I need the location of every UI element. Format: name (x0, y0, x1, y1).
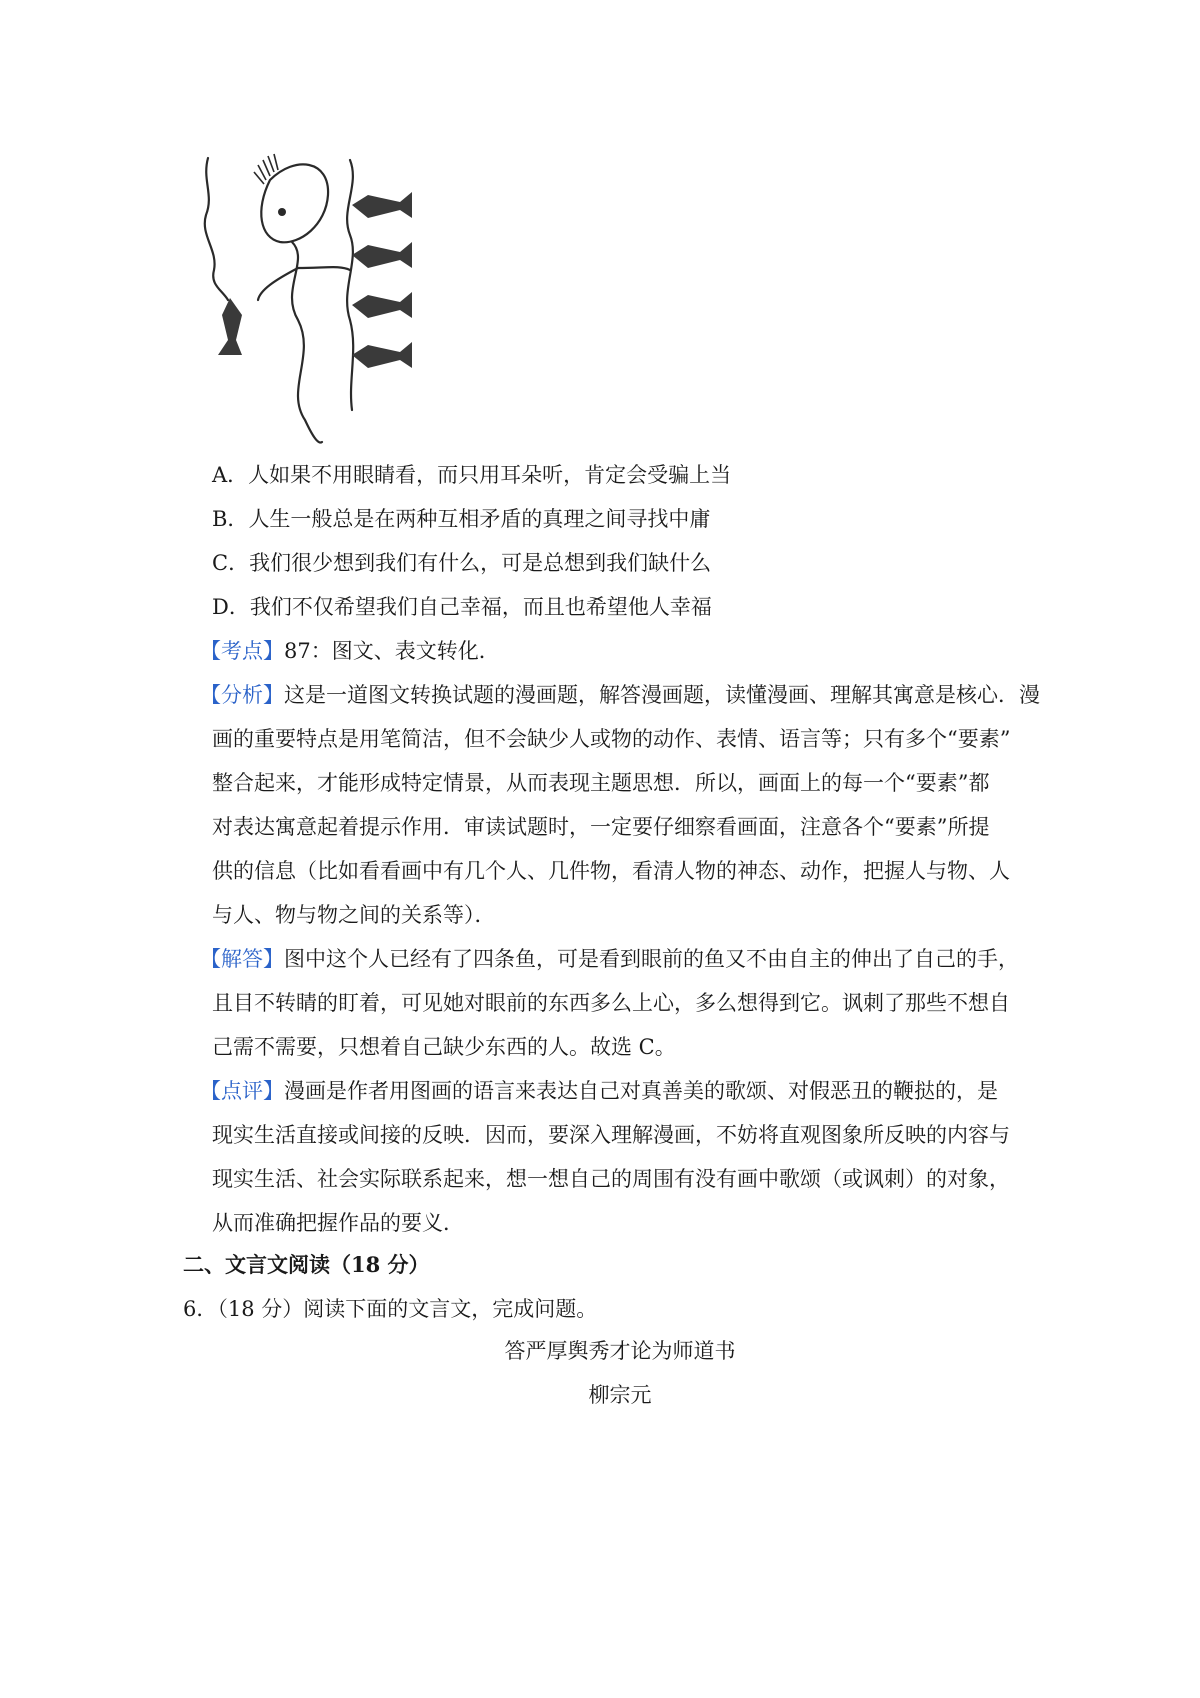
jieda-line-2: 且目不转睛的盯着，可见她对眼前的东西多么上心，多么想得到它。讽刺了那些不想自 (212, 991, 1010, 1015)
fish-group (352, 192, 412, 368)
essay-author: 柳宗元 (588, 1383, 652, 1407)
left-wavy-line (205, 158, 228, 300)
option-b: B．人生一般总是在两种互相矛盾的真理之间寻找中庸 (212, 507, 711, 531)
fenxi-line-6: 与人、物与物之间的关系等）． (212, 903, 496, 927)
fenxi-line-3: 整合起来，才能形成特定情景，从而表现主题思想．所以，画面上的每一个“要素”都 (212, 771, 990, 795)
fenxi-line-2: 画的重要特点是用笔简洁，但不会缺少人或物的动作、表情、语言等；只有多个“要素” (212, 727, 1011, 751)
section-title: 二、文言文阅读（18 分） (183, 1252, 430, 1277)
fenxi-line-4: 对表达寓意起着提示作用．审读试题时，一定要仔细察看画面，注意各个“要素”所提 (212, 815, 990, 839)
question-6: 6．（18 分）阅读下面的文言文，完成问题。 (183, 1297, 598, 1321)
dianping-tag: 【点评】 (200, 1079, 284, 1103)
fenxi-tag: 【分析】 (200, 683, 284, 707)
jieda-line-3: 己需不需要，只想着自己缺少东西的人。故选 C。 (212, 1035, 676, 1059)
dianping-line-3: 现实生活、社会实际联系起来，想一想自己的周围有没有画中歌颂（或讽刺）的对象， (212, 1167, 1010, 1191)
essay-title: 答严厚舆秀才论为师道书 (504, 1339, 736, 1363)
fish-line (347, 160, 353, 410)
kaodian-line: 【考点】87：图文、表文转化． (200, 639, 500, 663)
cartoon-illustration (200, 150, 460, 480)
dangling-fish (218, 298, 242, 355)
dianping-line-4: 从而准确把握作品的要义． (212, 1211, 464, 1235)
kaodian-tag: 【考点】 (200, 639, 284, 663)
jieda-line-1: 【解答】图中这个人已经有了四条鱼，可是看到眼前的鱼又不由自主的伸出了自己的手， (200, 947, 1019, 971)
person-body (292, 242, 322, 443)
option-d: D．我们不仅希望我们自己幸福，而且也希望他人幸福 (212, 595, 712, 619)
option-c: C．我们很少想到我们有什么，可是总想到我们缺什么 (212, 551, 712, 575)
dianping-line-1: 【点评】漫画是作者用图画的语言来表达自己对真善美的歌颂、对假恶丑的鞭挞的，是 (200, 1079, 998, 1103)
dianping-line-2: 现实生活直接或间接的反映．因而，要深入理解漫画，不妨将直观图象所反映的内容与 (212, 1123, 1010, 1147)
person-head (261, 164, 328, 242)
jieda-tag: 【解答】 (200, 947, 284, 971)
fenxi-line-1: 【分析】这是一道图文转换试题的漫画题，解答漫画题，读懂漫画、理解其寓意是核心．漫 (200, 683, 1040, 707)
person-eye (278, 208, 286, 216)
fenxi-line-5: 供的信息（比如看看画中有几个人、几件物，看清人物的神态、动作，把握人与物、人 (212, 859, 1010, 883)
option-a: A．人如果不用眼睛看，而只用耳朵听，肯定会受骗上当 (212, 463, 732, 487)
